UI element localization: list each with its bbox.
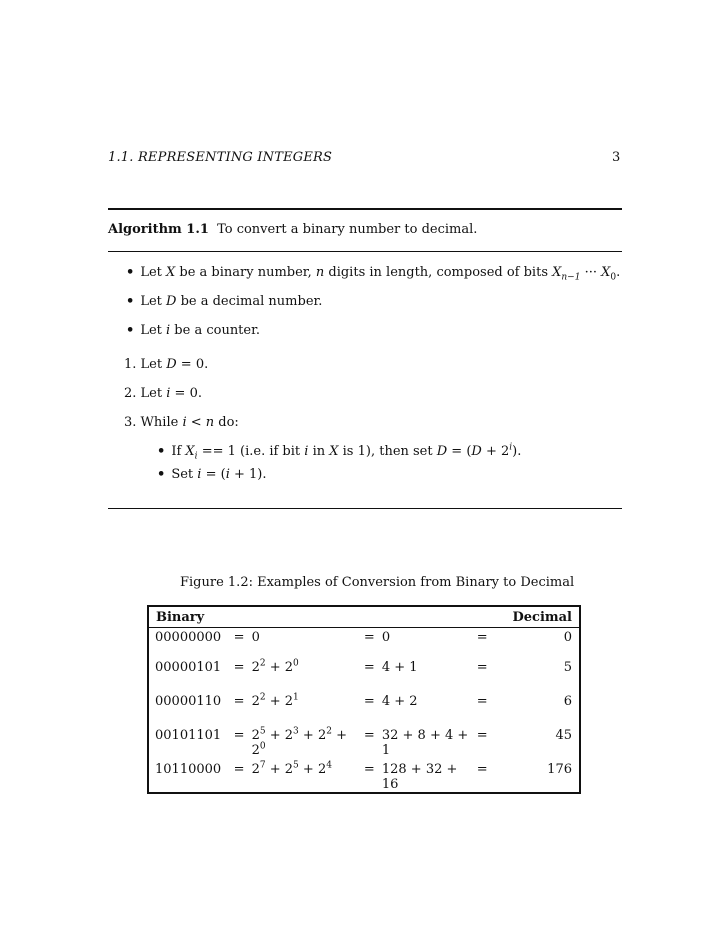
table-row: 00101101 = $2^5 + 2^3 + 2^2 + 2^0$ = 32 + 8 + 4 + 1 = 45 [155,726,572,758]
bullet-dot-icon: • [157,444,166,459]
algorithm-caption-rule [108,251,622,252]
table-row: 00000101 = $2^2 + 2^0$ = 4 + 1 = 5 [155,658,572,675]
conversion-table [147,605,581,794]
bullet-item: • Let i be a counter. [126,323,261,338]
figure-caption: Figure 1.2: Examples of Conversion from Binary to Decimal [180,575,575,590]
step-item: 2. Let i = 0. [124,386,202,401]
substep-item: • If $X_i == 1$ (i.e. if bit i in X is 1), then set $D = (D + 2^i)$. [157,442,522,462]
algorithm-title: To convert a binary number to decimal. [217,222,478,237]
bullet-dot-icon: • [157,467,166,482]
bullet-dot-icon: • [126,294,135,309]
column-header-decimal: Decimal [505,606,580,628]
table-row: 10110000 = $2^7 + 2^5 + 2^4$ = 128 + 32 + 16 = 176 [155,760,572,792]
step-item: 1. Let D = 0. [124,357,209,372]
algorithm-bottom-rule [108,508,622,509]
column-header-binary: Binary [148,606,505,628]
table-row: 00000110 = $2^2 + 2^1$ = 4 + 2 = 6 [155,692,572,709]
algorithm-top-rule [108,208,622,210]
table-header-row [148,606,580,628]
algorithm-label: Algorithm 1.1 [108,222,209,237]
bullet-dot-icon: • [126,265,135,280]
substep-item: • Set i = (i + 1). [157,467,267,482]
bullet-item: • Let D be a decimal number. [126,294,323,309]
running-header-title: 1.1. REPRESENTING INTEGERS [108,150,333,165]
algorithm-caption [108,222,477,237]
bullet-dot-icon: • [126,323,135,338]
page-number: 3 [612,150,621,165]
table-row: 00000000 = 0 = 0 = 0 [155,630,572,645]
bullet-item: • Let X be a binary number, n digits in length, composed of bits $X_{n-1}$ ··· $X_0$. [126,265,621,283]
step-item: 3. While i < n do: [124,415,239,430]
